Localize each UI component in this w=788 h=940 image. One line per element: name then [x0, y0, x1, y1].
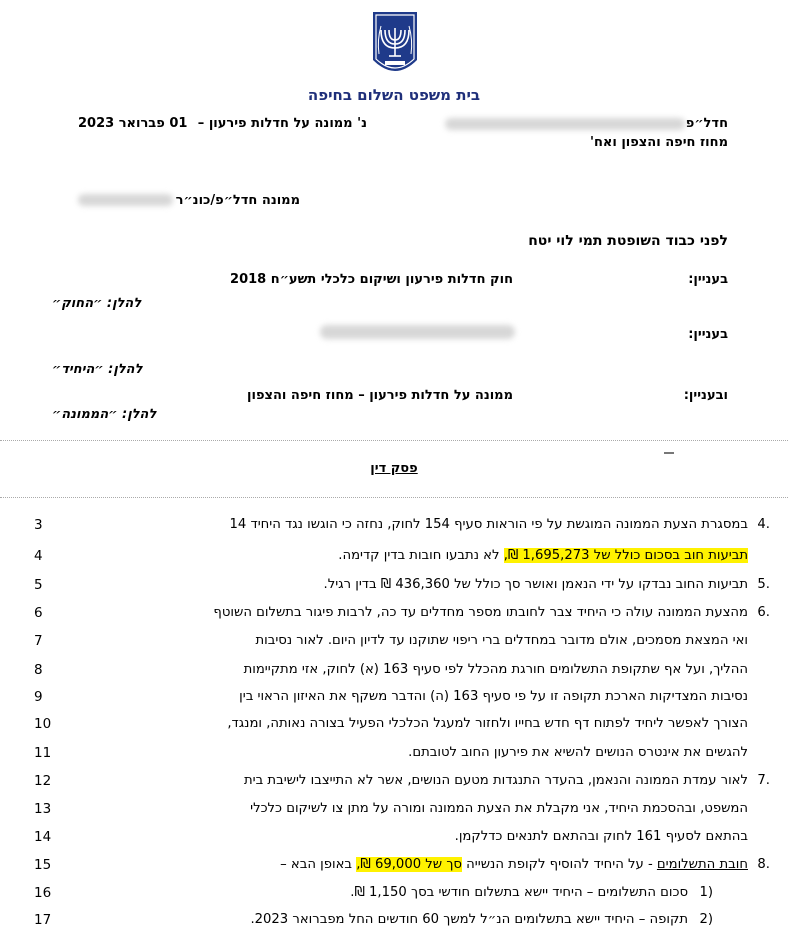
page-mark	[664, 452, 674, 454]
body-line: במסגרת הצעת הממונה המוגשת על פי הוראות סעיף 154 לחוק, נחזה כי הוגשו נגד היחיד 14	[229, 517, 748, 532]
court-name: בית משפט השלום בחיפה	[307, 86, 481, 104]
trustee-reference: ממונה חדל״פ/כונ״ר	[175, 193, 300, 208]
state-emblem-icon	[371, 10, 419, 82]
sub-item-number: 1)	[699, 885, 713, 900]
body-line: ההליך, ועל אף שתקופת התשלומים חורגת מהכלל לפי סעיף 163 (א) לחוק, אזי מתקיימות	[243, 662, 748, 677]
body-line: בהתאם לסעיף 161 לחוק ובהתאם לתנאים כדלקמן.	[454, 829, 748, 844]
matter-alias-3: להלן: ״הממונה״	[52, 407, 157, 422]
line-number: 9	[34, 689, 43, 705]
redacted-trustee-id	[78, 194, 173, 206]
case-title-line1: נ' ממונה על חדלות פירעון –	[197, 116, 367, 131]
line-number: 8	[34, 662, 43, 678]
matter-label-2: בעניין:	[688, 327, 728, 342]
matter-text-1: חוק חדלות פירעון ושיקום כלכלי תשע״ח 2018	[230, 272, 513, 287]
body-line: המשפט, ובהסכמת היחיד, אני מקבלת את הצעת הממונה ומורה על מתן צו לשיקום כלכלי	[250, 801, 748, 816]
body-line: לאור עמדת הממונה והנאמן, בהעדר התנגדות מטעם הנושים, אשר לא התייצבו לישיבת בית	[243, 773, 748, 788]
line-number: 6	[34, 605, 43, 621]
line-number: 12	[34, 773, 52, 789]
body-line: מהצעת הממונה עולה כי היחיד צבר לחובתו מספר מחדלים עד כה, לרבות פיגור בתשלום השוטף	[213, 605, 748, 620]
body-line	[280, 857, 748, 872]
redacted-debtor-name	[320, 325, 515, 339]
paragraph-number: 4.	[757, 517, 770, 532]
line-number: 15	[34, 857, 52, 873]
paragraph-number: 6.	[757, 605, 770, 620]
body-line-text: לא נתבעו חובות בדין קדימה.	[338, 548, 504, 563]
line-number: 5	[34, 577, 43, 593]
line-number: 10	[34, 716, 52, 732]
highlighted-claims-total: תביעות חוב בסכום כולל של 1,695,273 ₪,	[503, 548, 748, 563]
body-line: להגשים את אינטרס הנושים להשיא את פירעון החוב לטובתם.	[408, 745, 748, 760]
line-number: 3	[34, 517, 43, 533]
line-number: 16	[34, 885, 52, 901]
body-line-text: - על היחיד להוסיף לקופת הנשייה	[461, 857, 657, 872]
body-line: הצורך לאפשר ליחיד לפתוח דף חדש בחייו ולחזור למעגל הכלכלי הפעיל בצורה נאותה, ומנגד,	[227, 716, 748, 731]
paragraph-number: 5.	[757, 577, 770, 592]
divider-top	[0, 440, 788, 441]
body-line: תביעות החוב נבדקו על ידי הנאמן ואושר סך כולל של 436,360 ₪ בדין רגיל.	[323, 577, 748, 592]
paragraph-number: 7.	[757, 773, 770, 788]
body-line: נסיבות המצדיקות הארכת תקופה זו על פי סעיף 163 (ה) והדבר משקף את האיזון הראוי בין	[239, 689, 748, 704]
highlighted-payment-total: סך של 69,000 ₪,	[356, 857, 462, 872]
line-number: 4	[34, 548, 43, 564]
line-number: 14	[34, 829, 52, 845]
matter-alias-2: להלן: ״היחיד״	[52, 362, 143, 377]
divider-bottom	[0, 497, 788, 498]
matter-alias-1: להלן: ״החוק״	[52, 296, 142, 311]
body-line: תקופה – היחיד יישא בתשלומים הנ״ל למשך 60 חודשים החל מפברואר 2023.	[250, 912, 688, 927]
hearing-date: 01 פברואר 2023	[78, 116, 188, 131]
case-number: חדל״פ	[685, 116, 728, 131]
matter-label-3: ובעניין:	[683, 388, 728, 403]
matter-label-1: בעניין:	[688, 272, 728, 287]
matter-text-3: ממונה על חדלות פירעון – מחוז חיפה והצפון	[247, 388, 513, 403]
line-number: 17	[34, 912, 52, 928]
judge-line: לפני כבוד השופטת תמי לוי יטח	[528, 233, 728, 249]
line-number: 13	[34, 801, 52, 817]
body-line	[338, 548, 748, 563]
verdict-title: פסק דין	[370, 461, 418, 476]
line-number: 11	[34, 745, 52, 761]
body-line: סכום התשלומים – היחיד יישא בתשלום חודשי בסך 1,150 ₪.	[350, 885, 688, 900]
case-title-line2: מחוז חיפה והצפון ואח'	[589, 135, 728, 150]
paragraph-number: 8.	[757, 857, 770, 872]
redacted-case-id	[445, 118, 685, 130]
verdict-heading	[0, 461, 788, 476]
body-line-text: באופן הבא –	[280, 857, 357, 872]
body-line: ואי המצאת מסמכים, אולם מדובר במחדלים ברי ריפוי שתוקנו עד לדיון היום. לאור נסיבות	[255, 633, 748, 648]
sub-item-number: 2)	[699, 912, 713, 927]
line-number: 7	[34, 633, 43, 649]
payment-obligation-heading: חובת התשלומים	[656, 857, 748, 872]
